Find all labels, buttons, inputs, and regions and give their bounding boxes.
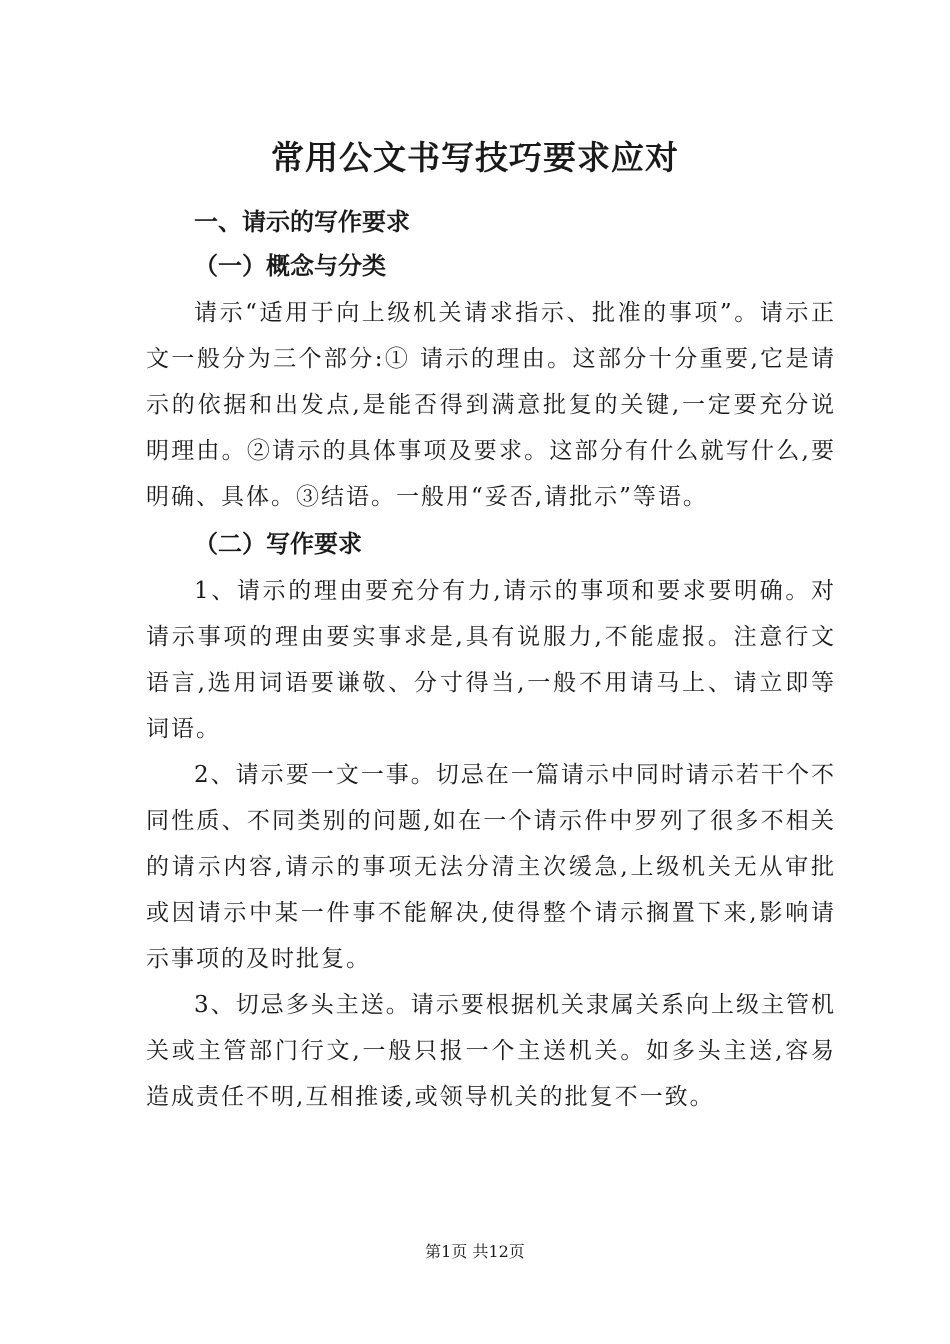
document-body <box>146 200 836 1120</box>
paragraph-concept: 请示“适用于向上级机关请求指示、批准的事项”。请示正文一般分为三个部分:① 请示的理由。这部分十分重要,它是请示的依据和出发点,是能否得到满意批复的关键,一定要充分说明理由。②请示的具体事项及要求。这部分有什么就写什么,要明确、具体。③结语。一般用“妥否,请批示”等语。 <box>146 300 836 510</box>
page-footer: 第1页 共12页 <box>425 1242 525 1261</box>
paragraph-requirement-3: 3、切忌多头主送。请示要根据机关隶属关系向上级主管机关或主管部门行文,一般只报一个主送机关。如多头主送,容易造成责任不明,互相推诿,或领导机关的批复不一致。 <box>146 992 836 1110</box>
document-title: 常用公文书写技巧要求应对 <box>271 138 679 177</box>
subsection-heading-concept: （一）概念与分类 <box>194 252 386 280</box>
paragraph-requirement-2: 2、请示要一文一事。切忌在一篇请示中同时请示若干个不同性质、不同类别的问题,如在一个请示件中罗列了很多不相关的请示内容,请示的事项无法分清主次缓急,上级机关无从审批或因请示中某一件事不能解决,使得整个请示搁置下来,影响请示事项的及时批复。 <box>146 762 836 972</box>
subsection-heading-requirements: （二）写作要求 <box>194 530 362 558</box>
paragraph-requirement-1: 1、请示的理由要充分有力,请示的事项和要求要明确。对请示事项的理由要实事求是,具有说服力,不能虚报。注意行文语言,选用词语要谦敬、分寸得当,一般不用请马上、请立即等词语。 <box>146 578 836 742</box>
section-heading-1: 一、请示的写作要求 <box>194 208 410 236</box>
